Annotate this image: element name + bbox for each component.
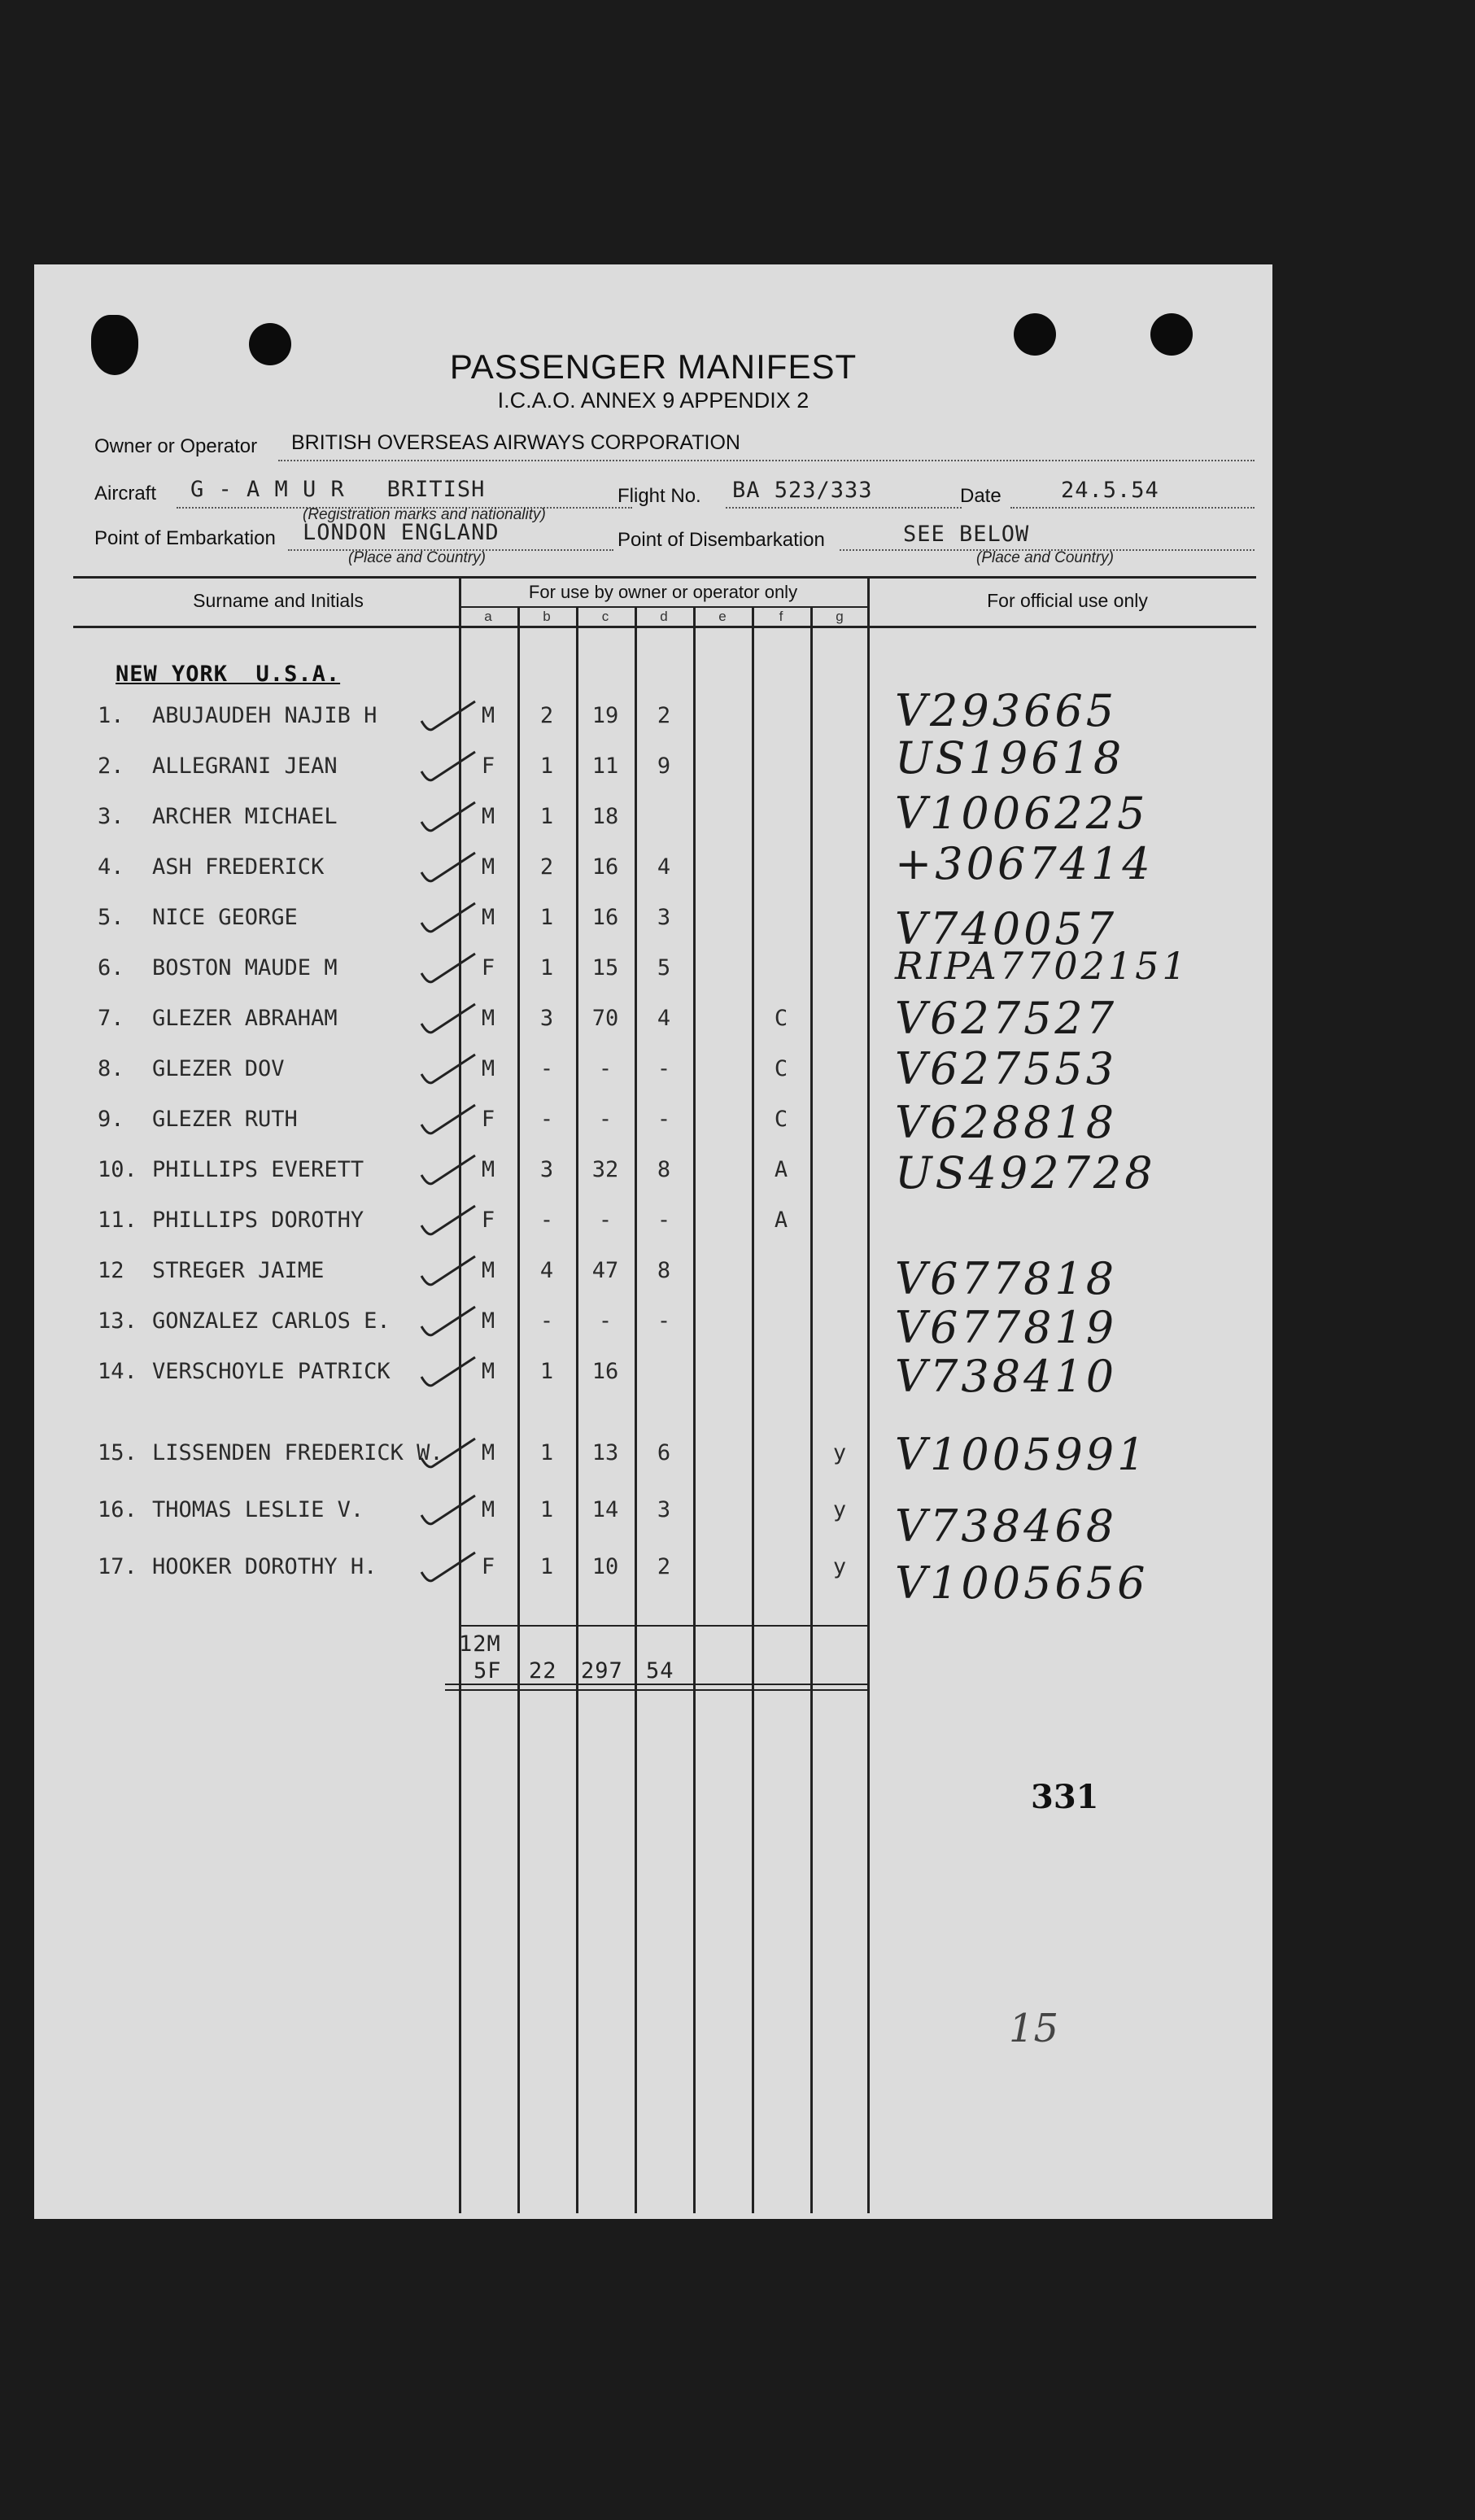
cell-d: 4 xyxy=(657,854,671,880)
passenger-name: VERSCHOYLE PATRICK xyxy=(152,1359,391,1384)
official-handwritten-number: V1005991 xyxy=(895,1429,1149,1480)
passenger-name: ASH FREDERICK xyxy=(152,854,325,880)
cell-c: 15 xyxy=(591,955,619,980)
official-handwritten-number: V738468 xyxy=(895,1500,1118,1552)
row-number: 6. xyxy=(98,955,124,980)
cell-b: - xyxy=(539,1107,554,1132)
aircraft-value: G - A M U R BRITISH xyxy=(190,477,486,502)
manifest-sheet xyxy=(34,264,1272,2219)
row-number: 11. xyxy=(98,1208,137,1233)
cell-d: - xyxy=(657,1308,671,1334)
owner-use-header: For use by owner or operator only xyxy=(528,582,798,602)
official-handwritten-number: V628818 xyxy=(895,1097,1118,1148)
cell-c: 47 xyxy=(591,1258,619,1283)
cell-d: 9 xyxy=(657,753,671,779)
total-c: 297 xyxy=(581,1658,623,1684)
total-male: 12M xyxy=(459,1631,501,1657)
cell-b: - xyxy=(539,1208,554,1233)
cell-d: - xyxy=(657,1107,671,1132)
cell-b: 3 xyxy=(539,1006,554,1031)
column-letter: a xyxy=(484,609,492,624)
row-number: 1. xyxy=(98,703,124,728)
owner-line xyxy=(278,460,1255,461)
passenger-name: GONZALEZ CARLOS E. xyxy=(152,1308,391,1334)
cell-c: 70 xyxy=(591,1006,619,1031)
margin-note: 15 xyxy=(1009,2006,1059,2051)
cell-f: A xyxy=(774,1208,788,1233)
owner-label: Owner or Operator xyxy=(94,435,258,457)
cell-c: 11 xyxy=(591,753,619,779)
aircraft-note: (Registration marks and nationality) xyxy=(303,506,546,523)
row-number: 15. xyxy=(98,1440,137,1465)
cell-c: 19 xyxy=(591,703,619,728)
totals-double-rule xyxy=(445,1689,867,1691)
cell-c: 13 xyxy=(591,1440,619,1465)
totals-top-rule xyxy=(459,1625,867,1627)
disembarkation-value: SEE BELOW xyxy=(903,522,1030,547)
cell-d: 4 xyxy=(657,1006,671,1031)
cell-c: - xyxy=(598,1308,613,1334)
header-bottom-rule xyxy=(73,626,1256,628)
cell-c: 14 xyxy=(591,1497,619,1522)
totals-double-rule xyxy=(445,1684,867,1685)
cell-b: 1 xyxy=(539,1440,554,1465)
date-value: 24.5.54 xyxy=(1061,478,1159,503)
official-handwritten-number: V1005656 xyxy=(895,1557,1149,1609)
official-handwritten-number: V677818 xyxy=(895,1253,1118,1304)
passenger-name: GLEZER DOV xyxy=(152,1056,285,1081)
cell-c: 16 xyxy=(591,854,619,880)
passenger-name: THOMAS LESLIE V. xyxy=(152,1497,364,1522)
cell-b: 1 xyxy=(539,753,554,779)
cell-d: 3 xyxy=(657,1497,671,1522)
cell-a: M xyxy=(481,1440,495,1465)
disembarkation-note: (Place and Country) xyxy=(976,549,1114,566)
owner-subheader-rule xyxy=(459,606,867,608)
passenger-name: ALLEGRANI JEAN xyxy=(152,753,338,779)
official-handwritten-number: V738410 xyxy=(895,1351,1118,1402)
cell-d: 5 xyxy=(657,955,671,980)
flight-value: BA 523/333 xyxy=(732,478,873,503)
cell-b: 1 xyxy=(539,905,554,930)
passenger-name: GLEZER ABRAHAM xyxy=(152,1006,338,1031)
cell-d: 8 xyxy=(657,1258,671,1283)
cell-a: F xyxy=(481,1554,495,1579)
destination-heading: NEW YORK U.S.A. xyxy=(116,662,341,687)
column-rule xyxy=(576,606,578,2213)
column-rule xyxy=(810,606,813,2213)
disembarkation-label: Point of Disembarkation xyxy=(617,529,825,551)
cell-a: M xyxy=(481,804,495,829)
cell-f: C xyxy=(774,1056,788,1081)
date-line xyxy=(1010,507,1255,509)
cell-b: 2 xyxy=(539,854,554,880)
passenger-name: BOSTON MAUDE M xyxy=(152,955,338,980)
cell-f: C xyxy=(774,1107,788,1132)
form-title: PASSENGER MANIFEST xyxy=(449,347,858,386)
cell-c: 18 xyxy=(591,804,619,829)
official-handwritten-number: V677819 xyxy=(895,1302,1118,1353)
official-use-header: For official use only xyxy=(987,590,1148,611)
cell-d: 2 xyxy=(657,1554,671,1579)
cell-a: F xyxy=(481,1208,495,1233)
cell-b: 4 xyxy=(539,1258,554,1283)
row-number: 13. xyxy=(98,1308,137,1334)
row-number: 16. xyxy=(98,1497,137,1522)
row-number: 2. xyxy=(98,753,124,779)
column-rule xyxy=(517,606,520,2213)
cell-g: y xyxy=(832,1497,847,1522)
passenger-name: ARCHER MICHAEL xyxy=(152,804,338,829)
row-number: 7. xyxy=(98,1006,124,1031)
cell-a: M xyxy=(481,1006,495,1031)
cell-f: A xyxy=(774,1157,788,1182)
cell-a: M xyxy=(481,1359,495,1384)
official-handwritten-number: +3067414 xyxy=(895,838,1154,889)
column-rule xyxy=(635,606,637,2213)
embarkation-value: LONDON ENGLAND xyxy=(303,520,500,545)
official-handwritten-number: V740057 xyxy=(895,903,1118,954)
cell-b: 1 xyxy=(539,1554,554,1579)
surname-header: Surname and Initials xyxy=(193,590,364,611)
cell-c: - xyxy=(598,1208,613,1233)
official-handwritten-number: V293665 xyxy=(895,685,1118,736)
cell-a: F xyxy=(481,1107,495,1132)
aircraft-label: Aircraft xyxy=(94,483,157,504)
cell-a: F xyxy=(481,955,495,980)
cell-d: 3 xyxy=(657,905,671,930)
passenger-name: GLEZER RUTH xyxy=(152,1107,298,1132)
owner-value: BRITISH OVERSEAS AIRWAYS CORPORATION xyxy=(291,431,740,454)
total-b: 22 xyxy=(529,1658,557,1684)
column-letter: b xyxy=(543,609,551,624)
cell-b: 1 xyxy=(539,1359,554,1384)
column-rule xyxy=(752,606,754,2213)
cell-a: M xyxy=(481,1308,495,1334)
cell-c: - xyxy=(598,1107,613,1132)
cell-a: M xyxy=(481,854,495,880)
cell-a: M xyxy=(481,1258,495,1283)
embarkation-label: Point of Embarkation xyxy=(94,527,276,549)
row-number: 12 xyxy=(98,1258,124,1283)
passenger-name: HOOKER DOROTHY H. xyxy=(152,1554,377,1579)
official-handwritten-number: V627553 xyxy=(895,1043,1118,1094)
embarkation-note: (Place and Country) xyxy=(348,549,486,566)
column-letter: d xyxy=(660,609,668,624)
cell-d: - xyxy=(657,1056,671,1081)
cell-a: M xyxy=(481,905,495,930)
cell-b: - xyxy=(539,1056,554,1081)
total-d: 54 xyxy=(646,1658,674,1684)
row-number: 9. xyxy=(98,1107,124,1132)
passenger-name: STREGER JAIME xyxy=(152,1258,325,1283)
cell-c: 10 xyxy=(591,1554,619,1579)
row-number: 14. xyxy=(98,1359,137,1384)
date-label: Date xyxy=(960,485,1002,507)
row-number: 17. xyxy=(98,1554,137,1579)
cell-b: 1 xyxy=(539,955,554,980)
cell-c: - xyxy=(598,1056,613,1081)
cell-b: 1 xyxy=(539,1497,554,1522)
stamp-number: 331 xyxy=(1031,1778,1099,1816)
cell-g: y xyxy=(832,1440,847,1465)
cell-b: 1 xyxy=(539,804,554,829)
official-handwritten-number: US492728 xyxy=(895,1147,1156,1199)
row-number: 8. xyxy=(98,1056,124,1081)
flight-line xyxy=(726,507,962,509)
row-number: 5. xyxy=(98,905,124,930)
cell-c: 16 xyxy=(591,905,619,930)
cell-a: M xyxy=(481,1497,495,1522)
column-letter: c xyxy=(601,609,609,624)
column-letter: f xyxy=(779,609,783,624)
cell-a: F xyxy=(481,753,495,779)
row-number: 3. xyxy=(98,804,124,829)
official-handwritten-number: V627527 xyxy=(895,993,1118,1044)
cell-d: 8 xyxy=(657,1157,671,1182)
passenger-name: NICE GEORGE xyxy=(152,905,298,930)
cell-c: 16 xyxy=(591,1359,619,1384)
cell-d: - xyxy=(657,1208,671,1233)
table-top-rule xyxy=(73,576,1256,579)
official-handwritten-number: RIPA7702151 xyxy=(895,944,1189,988)
column-rule xyxy=(693,606,696,2213)
column-letter: e xyxy=(718,609,727,624)
cell-a: M xyxy=(481,1056,495,1081)
cell-g: y xyxy=(832,1554,847,1579)
row-number: 10. xyxy=(98,1157,137,1182)
form-subtitle: I.C.A.O. ANNEX 9 APPENDIX 2 xyxy=(497,388,810,413)
row-number: 4. xyxy=(98,854,124,880)
cell-c: 32 xyxy=(591,1157,619,1182)
table-row xyxy=(34,1208,1272,1247)
column-letter: g xyxy=(836,609,844,624)
total-female: 5F xyxy=(473,1658,502,1684)
official-handwritten-number: US19618 xyxy=(895,732,1125,784)
cell-d: 2 xyxy=(657,703,671,728)
cell-f: C xyxy=(774,1006,788,1031)
flight-label: Flight No. xyxy=(617,485,701,507)
cell-a: M xyxy=(481,1157,495,1182)
passenger-name: PHILLIPS EVERETT xyxy=(152,1157,364,1182)
passenger-name: ABUJAUDEH NAJIB H xyxy=(152,703,377,728)
cell-b: - xyxy=(539,1308,554,1334)
cell-b: 2 xyxy=(539,703,554,728)
cell-d: 6 xyxy=(657,1440,671,1465)
passenger-name: PHILLIPS DOROTHY xyxy=(152,1208,364,1233)
passenger-name: LISSENDEN FREDERICK W. xyxy=(152,1440,443,1465)
cell-b: 3 xyxy=(539,1157,554,1182)
cell-a: M xyxy=(481,703,495,728)
official-handwritten-number: V1006225 xyxy=(895,788,1149,839)
